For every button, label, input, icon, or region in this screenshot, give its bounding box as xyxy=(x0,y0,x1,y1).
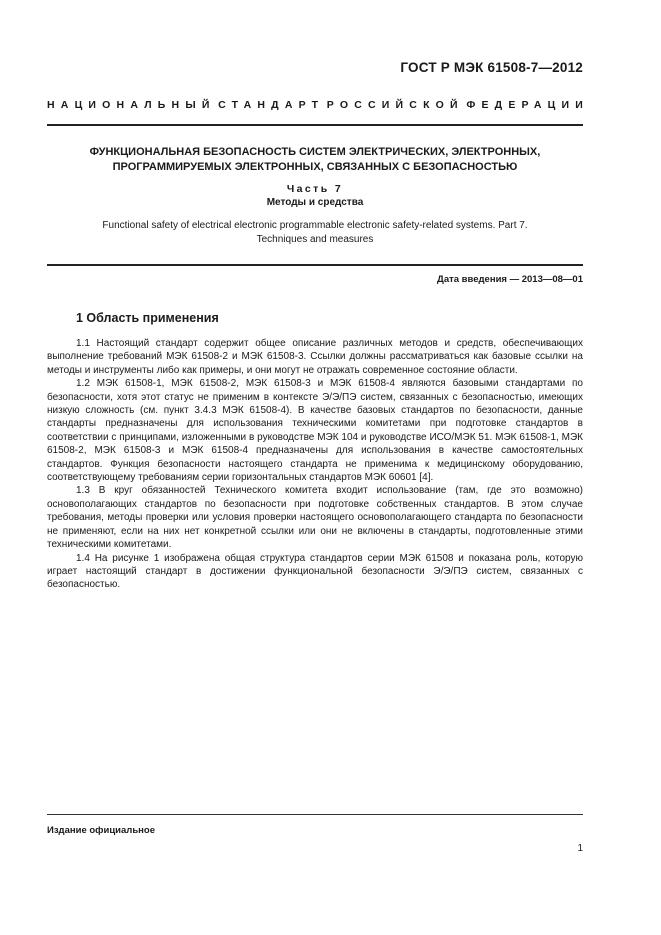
english-title xyxy=(47,219,583,247)
section-body xyxy=(47,337,583,592)
official-edition-label: Издание официальное xyxy=(47,825,155,836)
english-title-line: Techniques and measures xyxy=(256,234,374,245)
document-code: ГОСТ Р МЭК 61508-7—2012 xyxy=(400,60,583,75)
introduction-date: Дата введения — 2013—08—01 xyxy=(437,274,583,285)
part-label: Часть 7 xyxy=(286,183,344,195)
russian-title xyxy=(47,145,583,175)
banner-word: НАЦИОНАЛЬНЫЙ xyxy=(47,99,216,111)
paragraph: 1.1 Настоящий стандарт содержит общее описание различных методов и средств, обеспечивающих выполнение требований МЭК 61508-2 и МЭК 61508-3. Ссылки должны рассматриваться как базовые ссылки на методы и инструменты либо как примеры, и они могут не отражать современное состояние области. xyxy=(47,338,583,376)
footer-divider xyxy=(47,814,583,815)
paragraph: 1.2 МЭК 61508-1, МЭК 61508-2, МЭК 61508-3 и МЭК 61508-4 являются базовыми стандартами по безопасности, хотя этот статус не применим в контексте Э/Э/ПЭ систем, связанных с безопасностью, имеющих низкую сложность (см. пункт 3.4.3 МЭК 61508-4). В качестве базовых стандартов по безопасности, данные стандарты предназначены для использования техническими комитетами при подготовке стандартов в соответствии с принципами, изложенными в руководстве МЭК 104 и руководстве ИСО/МЭК 51. МЭК 61508-1, МЭК 61508-2, МЭК 61508-3 и МЭК 61508-4 предназначены для использования в качестве самостоятельных стандартов. Функция безопасности настоящего стандарта не применима к медицинскому оборудованию, соответствующему требованиям серии горизонтальных стандартов МЭК 60601 [4]. xyxy=(47,378,583,484)
russian-title-line: ПРОГРАММИРУЕМЫХ ЭЛЕКТРОННЫХ, СВЯЗАННЫХ С БЕЗОПАСНОСТЬЮ xyxy=(112,161,518,173)
banner-word: ФЕДЕРАЦИИ xyxy=(466,99,589,111)
part-subtitle: Методы и средства xyxy=(266,197,364,208)
english-title-line: Functional safety of electrical electronic programmable electronic safety-related systems. Part 7. xyxy=(102,220,528,231)
top-divider xyxy=(47,124,583,126)
russian-title-line: ФУНКЦИОНАЛЬНАЯ БЕЗОПАСНОСТЬ СИСТЕМ ЭЛЕКТРИЧЕСКИХ, ЭЛЕКТРОННЫХ, xyxy=(89,146,541,158)
section-heading: 1 Область применения xyxy=(76,311,219,325)
paragraph: 1.4 На рисунке 1 изображена общая структура стандартов серии МЭК 61508 и показана роль, которую играет настоящий стандарт в достижении функциональной безопасности Э/Э/ПЭ систем, связанных с безопасностью. xyxy=(47,552,583,591)
paragraph: 1.3 В круг обязанностей Технического комитета входит использование (там, где это возможно) основополагающих стандартов по безопасности при подготовке собственных стандартов. В этом случае требования, методы проверки или условия проверки настоящего основополагающего стандарта по безопасности не применяют, если на них нет конкретной ссылки или они не включены в стандарты, подготовленные этими техническими комитетами. xyxy=(47,485,583,551)
national-standard-banner xyxy=(47,99,589,111)
banner-word: РОССИЙСКОЙ xyxy=(326,99,464,111)
page-number: 1 xyxy=(577,843,583,854)
middle-divider xyxy=(47,264,583,266)
banner-word: СТАНДАРТ xyxy=(218,99,325,111)
